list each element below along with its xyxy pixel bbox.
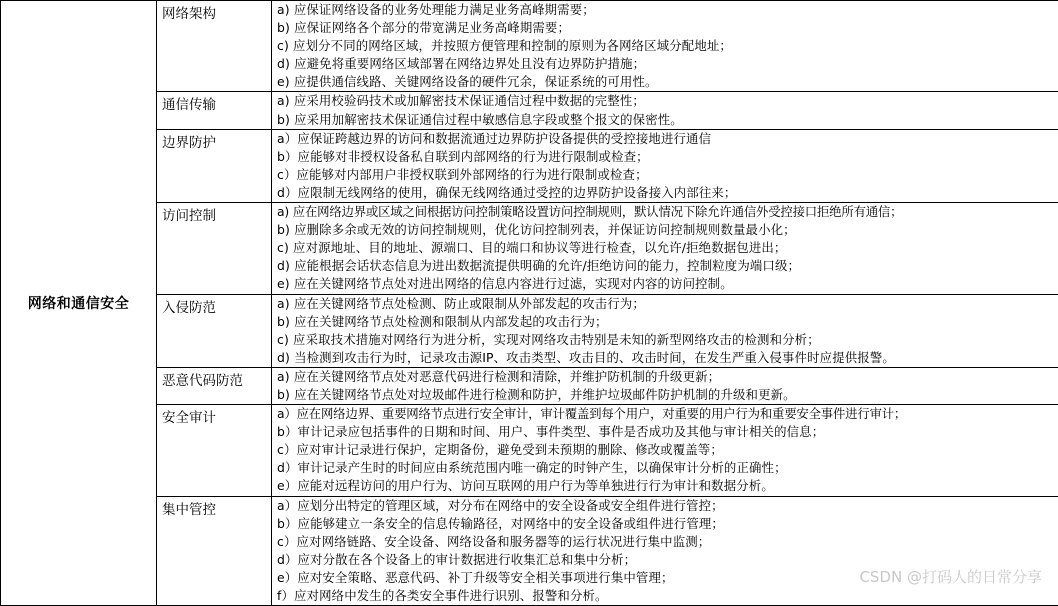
section-items-access-control — [272, 203, 1058, 294]
list-item: b) 应删除多余或无效的访问控制规则，优化访问控制列表，并保证访问控制规则数量最小化； — [272, 221, 1058, 239]
list-item: a）应保证跨越边界的访问和数据流通过边界防护设备提供的受控接地进行通信 — [272, 130, 1058, 148]
section-title-communication-transmission: 通信传输 — [157, 92, 272, 129]
row-boundary-protection — [1, 129, 1058, 202]
list-item: b）审计记录应包括事件的日期和时间、用户、事件类型、事件是否成功及其他与审计相关的信息； — [272, 423, 1058, 441]
section-title-intrusion-prevention: 入侵防范 — [157, 294, 272, 367]
list-item: c) 应划分不同的网络区域，并按照方便管理和控制的原则为各网络区域分配地址； — [272, 37, 1058, 55]
list-item: c）应对网络链路、安全设备、网络设备和服务器等的运行状况进行集中监测； — [272, 533, 1058, 551]
category-cell — [1, 1, 157, 606]
list-item: d) 应能根据会话状态信息为进出数据流提供明确的允许/拒绝访问的能力，控制粒度为端口级； — [272, 257, 1058, 275]
section-title-malware-prevention: 恶意代码防范 — [157, 367, 272, 404]
list-item: a) 应保证网络设备的业务处理能力满足业务高峰期需要； — [272, 1, 1058, 19]
list-item: d）应限制无线网络的使用，确保无线网络通过受控的边界防护设备接入内部往来； — [272, 184, 1058, 202]
section-items-centralized-control — [272, 496, 1058, 606]
list-item: c) 应采取技术措施对网络行为进分析，实现对网络攻击特别是未知的新型网络攻击的检测和分析； — [272, 331, 1058, 349]
list-item: b) 应保证网络各个部分的带宽满足业务高峰期需要； — [272, 19, 1058, 37]
list-item: b）应能够对非授权设备私自联到内部网络的行为进行限制或检查； — [272, 148, 1058, 166]
section-items-boundary-protection — [272, 129, 1058, 202]
section-items-malware-prevention — [272, 367, 1058, 404]
category-label: 网络和通信安全 — [28, 296, 130, 312]
list-item: d）审计记录产生时的时间应由系统范围内唯一确定的时钟产生，以确保审计分析的正确性； — [272, 459, 1058, 477]
section-title-centralized-control: 集中管控 — [157, 496, 272, 606]
list-item: a) 应采用校验码技术或加解密技术保证通信过程中数据的完整性； — [272, 92, 1058, 110]
row-security-audit — [1, 405, 1058, 496]
list-item: a) 应在网络边界或区域之间根据访问控制策略设置访问控制规则，默认情况下除允许通信外受控接口拒绝所有通信； — [272, 203, 1058, 221]
watermark: CSDN @打码人的日常分享 — [859, 566, 1042, 587]
row-access-control — [1, 203, 1058, 294]
list-item: e）应对安全策略、恶意代码、补丁升级等安全相关事项进行集中管理； — [272, 569, 1058, 587]
list-item: e）应能对远程访问的用户行为、访问互联网的用户行为等单独进行行为审计和数据分析。 — [272, 477, 1058, 495]
list-item: b）应能够建立一条安全的信息传输路径，对网络中的安全设备或组件进行管理； — [272, 515, 1058, 533]
list-item: d) 应避免将重要网络区域部署在网络边界处且没有边界防护措施； — [272, 55, 1058, 73]
section-items-security-audit — [272, 405, 1058, 496]
list-item: f）应对网络中发生的各类安全事件进行识别、报警和分析。 — [272, 587, 1058, 605]
list-item: e) 应提供通信线路、关键网络设备的硬件冗余，保证系统的可用性。 — [272, 73, 1058, 91]
list-item: a）应划分出特定的管理区域，对分布在网络中的安全设备或安全组件进行管控； — [272, 497, 1058, 515]
list-item: d）应对分散在各个设备上的审计数据进行收集汇总和集中分析； — [272, 551, 1058, 569]
row-centralized-control — [1, 496, 1058, 606]
list-item: b) 应采用加解密技术保证通信过程中敏感信息字段或整个报文的保密性。 — [272, 111, 1058, 129]
list-item: c）应能够对内部用户非授权联到外部网络的行为进行限制或检查； — [272, 166, 1058, 184]
section-title-network-architecture: 网络架构 — [157, 1, 272, 92]
list-item: e) 应在关键网络节点处对进出网络的信息内容进行过滤，实现对内容的访问控制。 — [272, 275, 1058, 293]
section-title-boundary-protection: 边界防护 — [157, 129, 272, 202]
list-item: b) 应在关键网络节点处检测和限制从内部发起的攻击行为； — [272, 313, 1058, 331]
row-network-architecture — [1, 1, 1058, 92]
section-items-communication-transmission — [272, 92, 1058, 129]
list-item: c）应对审计记录进行保护，定期备份，避免受到未预期的删除、修改或覆盖等； — [272, 441, 1058, 459]
list-item: a) 应在关键网络节点处对恶意代码进行检测和清除，并维护防机制的升级更新； — [272, 368, 1058, 386]
list-item: d) 当检测到攻击行为时，记录攻击源IP、攻击类型、攻击目的、攻击时间，在发生严重入侵事件时应提供报警。 — [272, 349, 1058, 367]
row-intrusion-prevention — [1, 294, 1058, 367]
section-title-security-audit: 安全审计 — [157, 405, 272, 496]
list-item: b) 应在关键网络节点处对垃圾邮件进行检测和防护，并维护垃圾邮件防护机制的升级和更新。 — [272, 386, 1058, 404]
row-communication-transmission — [1, 92, 1058, 129]
list-item: c) 应对源地址、目的地址、源端口、目的端口和协议等进行检查，以允许/拒绝数据包进出； — [272, 239, 1058, 257]
section-items-network-architecture — [272, 1, 1058, 92]
row-malware-prevention — [1, 367, 1058, 404]
section-items-intrusion-prevention — [272, 294, 1058, 367]
section-title-access-control: 访问控制 — [157, 203, 272, 294]
list-item: a) 应在关键网络节点处检测、防止或限制从外部发起的攻击行为； — [272, 295, 1058, 313]
list-item: a）应在网络边界、重要网络节点进行安全审计，审计覆盖到每个用户，对重要的用户行为和重要安全事件进行审计； — [272, 405, 1058, 423]
